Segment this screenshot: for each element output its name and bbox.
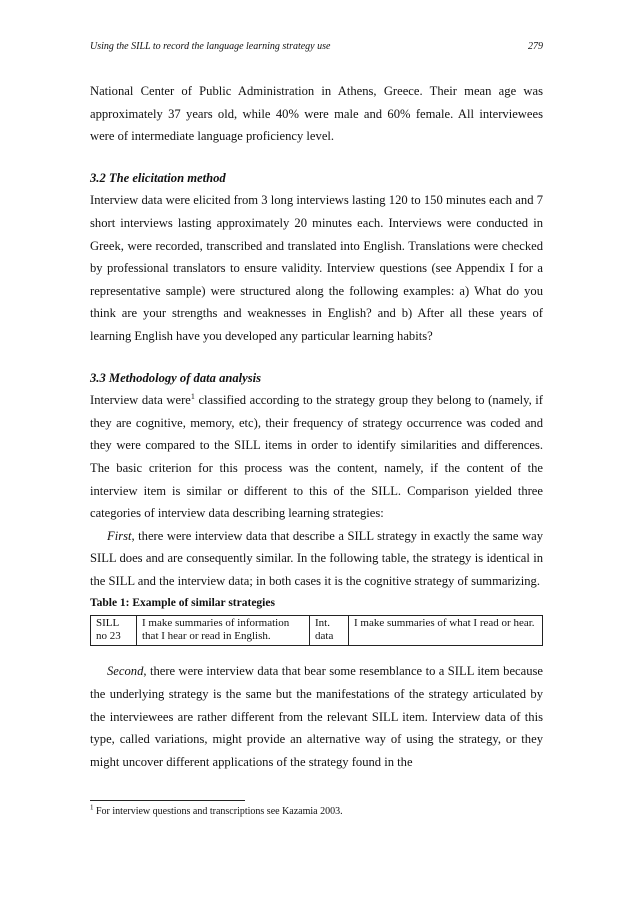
paragraph-elicitation: Interview data were elicited from 3 long interviews lasting 120 to 150 minutes each and 7 short interviews lasting approximately 20 minutes each. Interviews were conducted in Greek, were recorded, transcribed and translated into English. Translations were checked by professional translators to ensure validity. Interview questions (see Appendix I for a representative sample) were structured along the following examples: a) What do you think are your strengths and weaknesses in English? and b) After all these years of learning English have you developed any particular learning habits?	[90, 193, 543, 343]
footnote-text: For interview questions and transcriptions see Kazamia 2003.	[93, 806, 343, 817]
similar-strategies-table	[90, 615, 543, 646]
first-lead: First	[107, 528, 132, 543]
section-heading-elicitation: 3.2 The elicitation method	[90, 170, 226, 185]
running-header	[90, 41, 543, 55]
methodology-text-rest: classified according to the strategy group they belong to (namely, if they are cognitive, memory, etc), their frequency of strategy occurrence was coded and they were compared to the SILL items in order to identify similarities and differences. The basic criterion for this process was the content, namely, if the content of the interview item is similar or different to this of the SILL. Comparison yielded three categories of interview data describing learning strategies:	[90, 393, 543, 521]
int-label-cell: Int. data	[310, 616, 349, 646]
main-text	[90, 80, 543, 773]
methodology-text-start: Interview data were	[90, 393, 191, 408]
paragraph-participants: National Center of Public Administration in Athens, Greece. Their mean age was approximately 37 years old, while 40% were male and 60% female. All interviewees were of intermediate language proficiency level.	[90, 84, 543, 144]
section-heading-methodology: 3.3 Methodology of data analysis	[90, 370, 262, 385]
footnote-mark: 1	[90, 803, 94, 812]
first-text: , there were interview data that describe a SILL strategy in exactly the same way SILL does and are consequently similar. In the following table, the strategy is identical in the SILL and the interview data; in both cases it is the cognitive strategy of summarizing.	[90, 528, 543, 588]
paragraph-second	[90, 660, 543, 773]
int-text-cell: I make summaries of what I read or hear.	[349, 616, 543, 646]
footnote-rule	[90, 800, 245, 801]
table-row	[91, 616, 543, 646]
sill-text-cell: I make summaries of information that I hear or read in English.	[137, 616, 310, 646]
second-lead: Second	[107, 664, 144, 679]
running-title: Using the SILL to record the language learning strategy use	[90, 41, 331, 52]
sill-label-cell: SILL no 23	[91, 616, 137, 646]
footnote-ref: 1	[190, 391, 195, 401]
footnote	[90, 805, 543, 819]
paragraph-methodology	[90, 389, 543, 525]
table-caption: Table 1: Example of similar strategies	[90, 597, 275, 610]
page-number: 279	[528, 41, 543, 52]
second-text: , there were interview data that bear some resemblance to a SILL item because the underlying strategy is the same but the manifestations of the strategy articulated by the interviewees are rather different from the relevant SILL item. Interview data of this type, called variations, might provide an alternative way of using the strategy, or they might uncover different applications of the strategy found in the	[90, 664, 543, 769]
paragraph-first	[90, 525, 543, 593]
